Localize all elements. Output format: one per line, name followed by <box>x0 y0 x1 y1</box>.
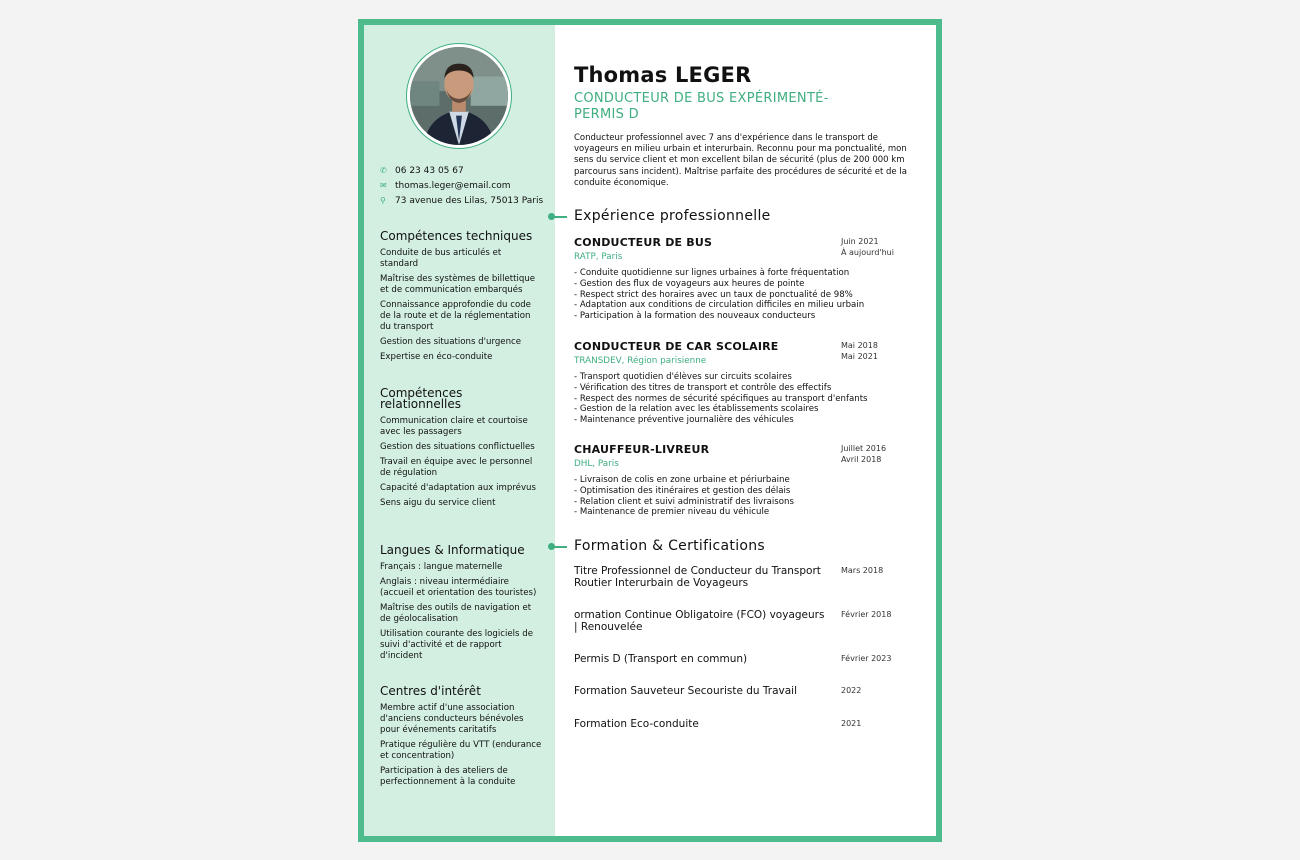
contact-email <box>380 178 543 193</box>
bullet: - Maintenance préventive journalière des véhicules <box>574 415 794 426</box>
phone-text: 06 23 43 05 67 <box>395 165 464 176</box>
bullet: - Gestion de la relation avec les établissements scolaires <box>574 404 819 415</box>
list-item: Anglais : niveau intermédiaire (accueil et orientation des touristes) <box>380 577 537 598</box>
bullet: - Relation client et suivi administratif des livraisons <box>574 496 794 507</box>
education-item <box>574 654 904 666</box>
profile-photo <box>410 47 508 145</box>
education-item <box>574 686 904 698</box>
experience-bullets <box>574 372 904 426</box>
education-date: 2022 <box>841 686 862 695</box>
phone-icon: ✆ <box>380 166 387 175</box>
education-item <box>574 610 904 633</box>
experience-item <box>574 443 904 518</box>
experience-company: DHL, Paris <box>574 459 619 469</box>
list-item: Français : langue maternelle <box>380 562 503 572</box>
list-item: Maîtrise des systèmes de billettique et de communication embarqués <box>380 274 536 295</box>
experience-dates <box>841 236 894 258</box>
education-heading: Formation & Certifications <box>574 538 766 554</box>
section-marker <box>549 216 567 218</box>
location-pin-icon: ⚲ <box>380 196 386 205</box>
date-end: À aujourd'hui <box>841 248 894 257</box>
education-title: Formation Eco-conduite <box>574 718 699 730</box>
education-title: Formation Sauveteur Secouriste du Travail <box>574 685 798 697</box>
education-item <box>574 566 904 589</box>
list-item: Expertise en éco-conduite <box>380 352 493 362</box>
education-title: ormation Continue Obligatoire (FCO) voyageurs | Renouvelée <box>574 609 825 633</box>
section-title: Compétences relationnelles <box>380 386 463 411</box>
date-start: Juillet 2016 <box>841 444 887 453</box>
list-item: Utilisation courante des logiciels de suivi d'activité et de rapport d'incident <box>380 629 534 661</box>
experience-item <box>574 236 904 322</box>
bullet: - Livraison de colis en zone urbaine et périurbaine <box>574 475 790 485</box>
experience-heading: Expérience professionnelle <box>574 208 771 224</box>
languages-section <box>380 545 542 666</box>
education-item <box>574 719 904 731</box>
list-item: Capacité d'adaptation aux imprévus <box>380 483 536 493</box>
email-text: thomas.leger@email.com <box>395 180 511 191</box>
interests-section <box>380 686 542 792</box>
soft-skills-section <box>380 388 542 513</box>
main-content <box>555 25 936 836</box>
contact-address <box>380 193 543 208</box>
bullet: - Respect des normes de sécurité spécifiques au transport d'enfants <box>574 393 868 404</box>
address-text: 73 avenue des Lilas, 75013 Paris <box>395 195 544 206</box>
education-date: Mars 2018 <box>841 566 884 575</box>
tech-skills-section <box>380 231 542 367</box>
education-date: Février 2018 <box>841 610 892 619</box>
bullet: - Participation à la formation des nouveaux conducteurs <box>574 311 816 322</box>
bullet: - Adaptation aux conditions de circulation difficiles en milieu urbain <box>574 300 865 311</box>
cv-document <box>358 19 942 842</box>
experience-item <box>574 340 904 426</box>
date-start: Juin 2021 <box>841 237 879 246</box>
list-item: Pratique régulière du VTT (endurance et concentration) <box>380 740 542 761</box>
education-date: Février 2023 <box>841 654 892 663</box>
list-item: Connaissance approfondie du code de la route et de la réglementation du transport <box>380 300 531 332</box>
experience-title: CONDUCTEUR DE CAR SCOLAIRE <box>574 340 779 353</box>
bullet: - Gestion des flux de voyageurs aux heures de pointe <box>574 278 805 289</box>
experience-title: CHAUFFEUR-LIVREUR <box>574 443 710 456</box>
experience-bullets <box>574 268 904 322</box>
date-start: Mai 2018 <box>841 341 878 350</box>
mail-icon: ✉ <box>380 181 387 190</box>
bullet: - Optimisation des itinéraires et gestion des délais <box>574 485 791 496</box>
bullet: - Transport quotidien d'élèves sur circuits scolaires <box>574 372 792 382</box>
section-title: Langues & Informatique <box>380 543 525 557</box>
experience-dates <box>841 340 878 362</box>
bullet: - Respect strict des horaires avec un taux de ponctualité de 98% <box>574 289 853 300</box>
candidate-name: Thomas LEGER <box>574 63 752 87</box>
avatar <box>406 43 512 149</box>
bullet: - Vérification des titres de transport et contrôle des effectifs <box>574 382 832 393</box>
section-title: Compétences techniques <box>380 229 533 243</box>
section-title: Centres d'intérêt <box>380 684 481 698</box>
list-item: Communication claire et courtoise avec les passagers <box>380 416 528 437</box>
experience-company: RATP, Paris <box>574 252 623 262</box>
list-item: Maîtrise des outils de navigation et de géolocalisation <box>380 603 532 624</box>
profile-summary: Conducteur professionnel avec 7 ans d'expérience dans le transport de voyageurs en milieu urbain et interurbain. Reconnu pour ma ponctualité, mon sens du service client et mon excellent bilan de sécurité (plus de 200 000 km parcourus sans incident). Maîtrise parfaite des procédures de sécurité et de la conduite économique. <box>574 133 907 188</box>
experience-dates <box>841 443 886 465</box>
date-end: Avril 2018 <box>841 455 882 464</box>
section-marker <box>549 546 567 548</box>
date-end: Mai 2021 <box>841 352 878 361</box>
list-item: Conduite de bus articulés et standard <box>380 248 502 269</box>
job-title: CONDUCTEUR DE BUS EXPÉRIMENTÉ- PERMIS D <box>574 91 829 122</box>
bullet: - Conduite quotidienne sur lignes urbaines à forte fréquentation <box>574 268 850 278</box>
experience-company: TRANSDEV, Région parisienne <box>574 356 707 366</box>
experience-bullets <box>574 475 904 518</box>
list-item: Gestion des situations conflictuelles <box>380 442 535 452</box>
list-item: Gestion des situations d'urgence <box>380 337 522 347</box>
list-item: Participation à des ateliers de perfectionnement à la conduite <box>380 766 516 787</box>
bullet: - Maintenance de premier niveau du véhicule <box>574 507 770 518</box>
list-item: Sens aigu du service client <box>380 498 496 508</box>
list-item: Travail en équipe avec le personnel de régulation <box>380 457 533 478</box>
education-title: Permis D (Transport en commun) <box>574 653 748 665</box>
education-title: Titre Professionnel de Conducteur du Transport Routier Interurbain de Voyageurs <box>574 565 821 589</box>
contact-block <box>380 163 543 208</box>
contact-phone <box>380 163 543 178</box>
sidebar <box>364 25 555 836</box>
experience-title: CONDUCTEUR DE BUS <box>574 236 713 249</box>
list-item: Membre actif d'une association d'anciens conducteurs bénévoles pour événements caritatifs <box>380 703 524 735</box>
education-date: 2021 <box>841 719 862 728</box>
